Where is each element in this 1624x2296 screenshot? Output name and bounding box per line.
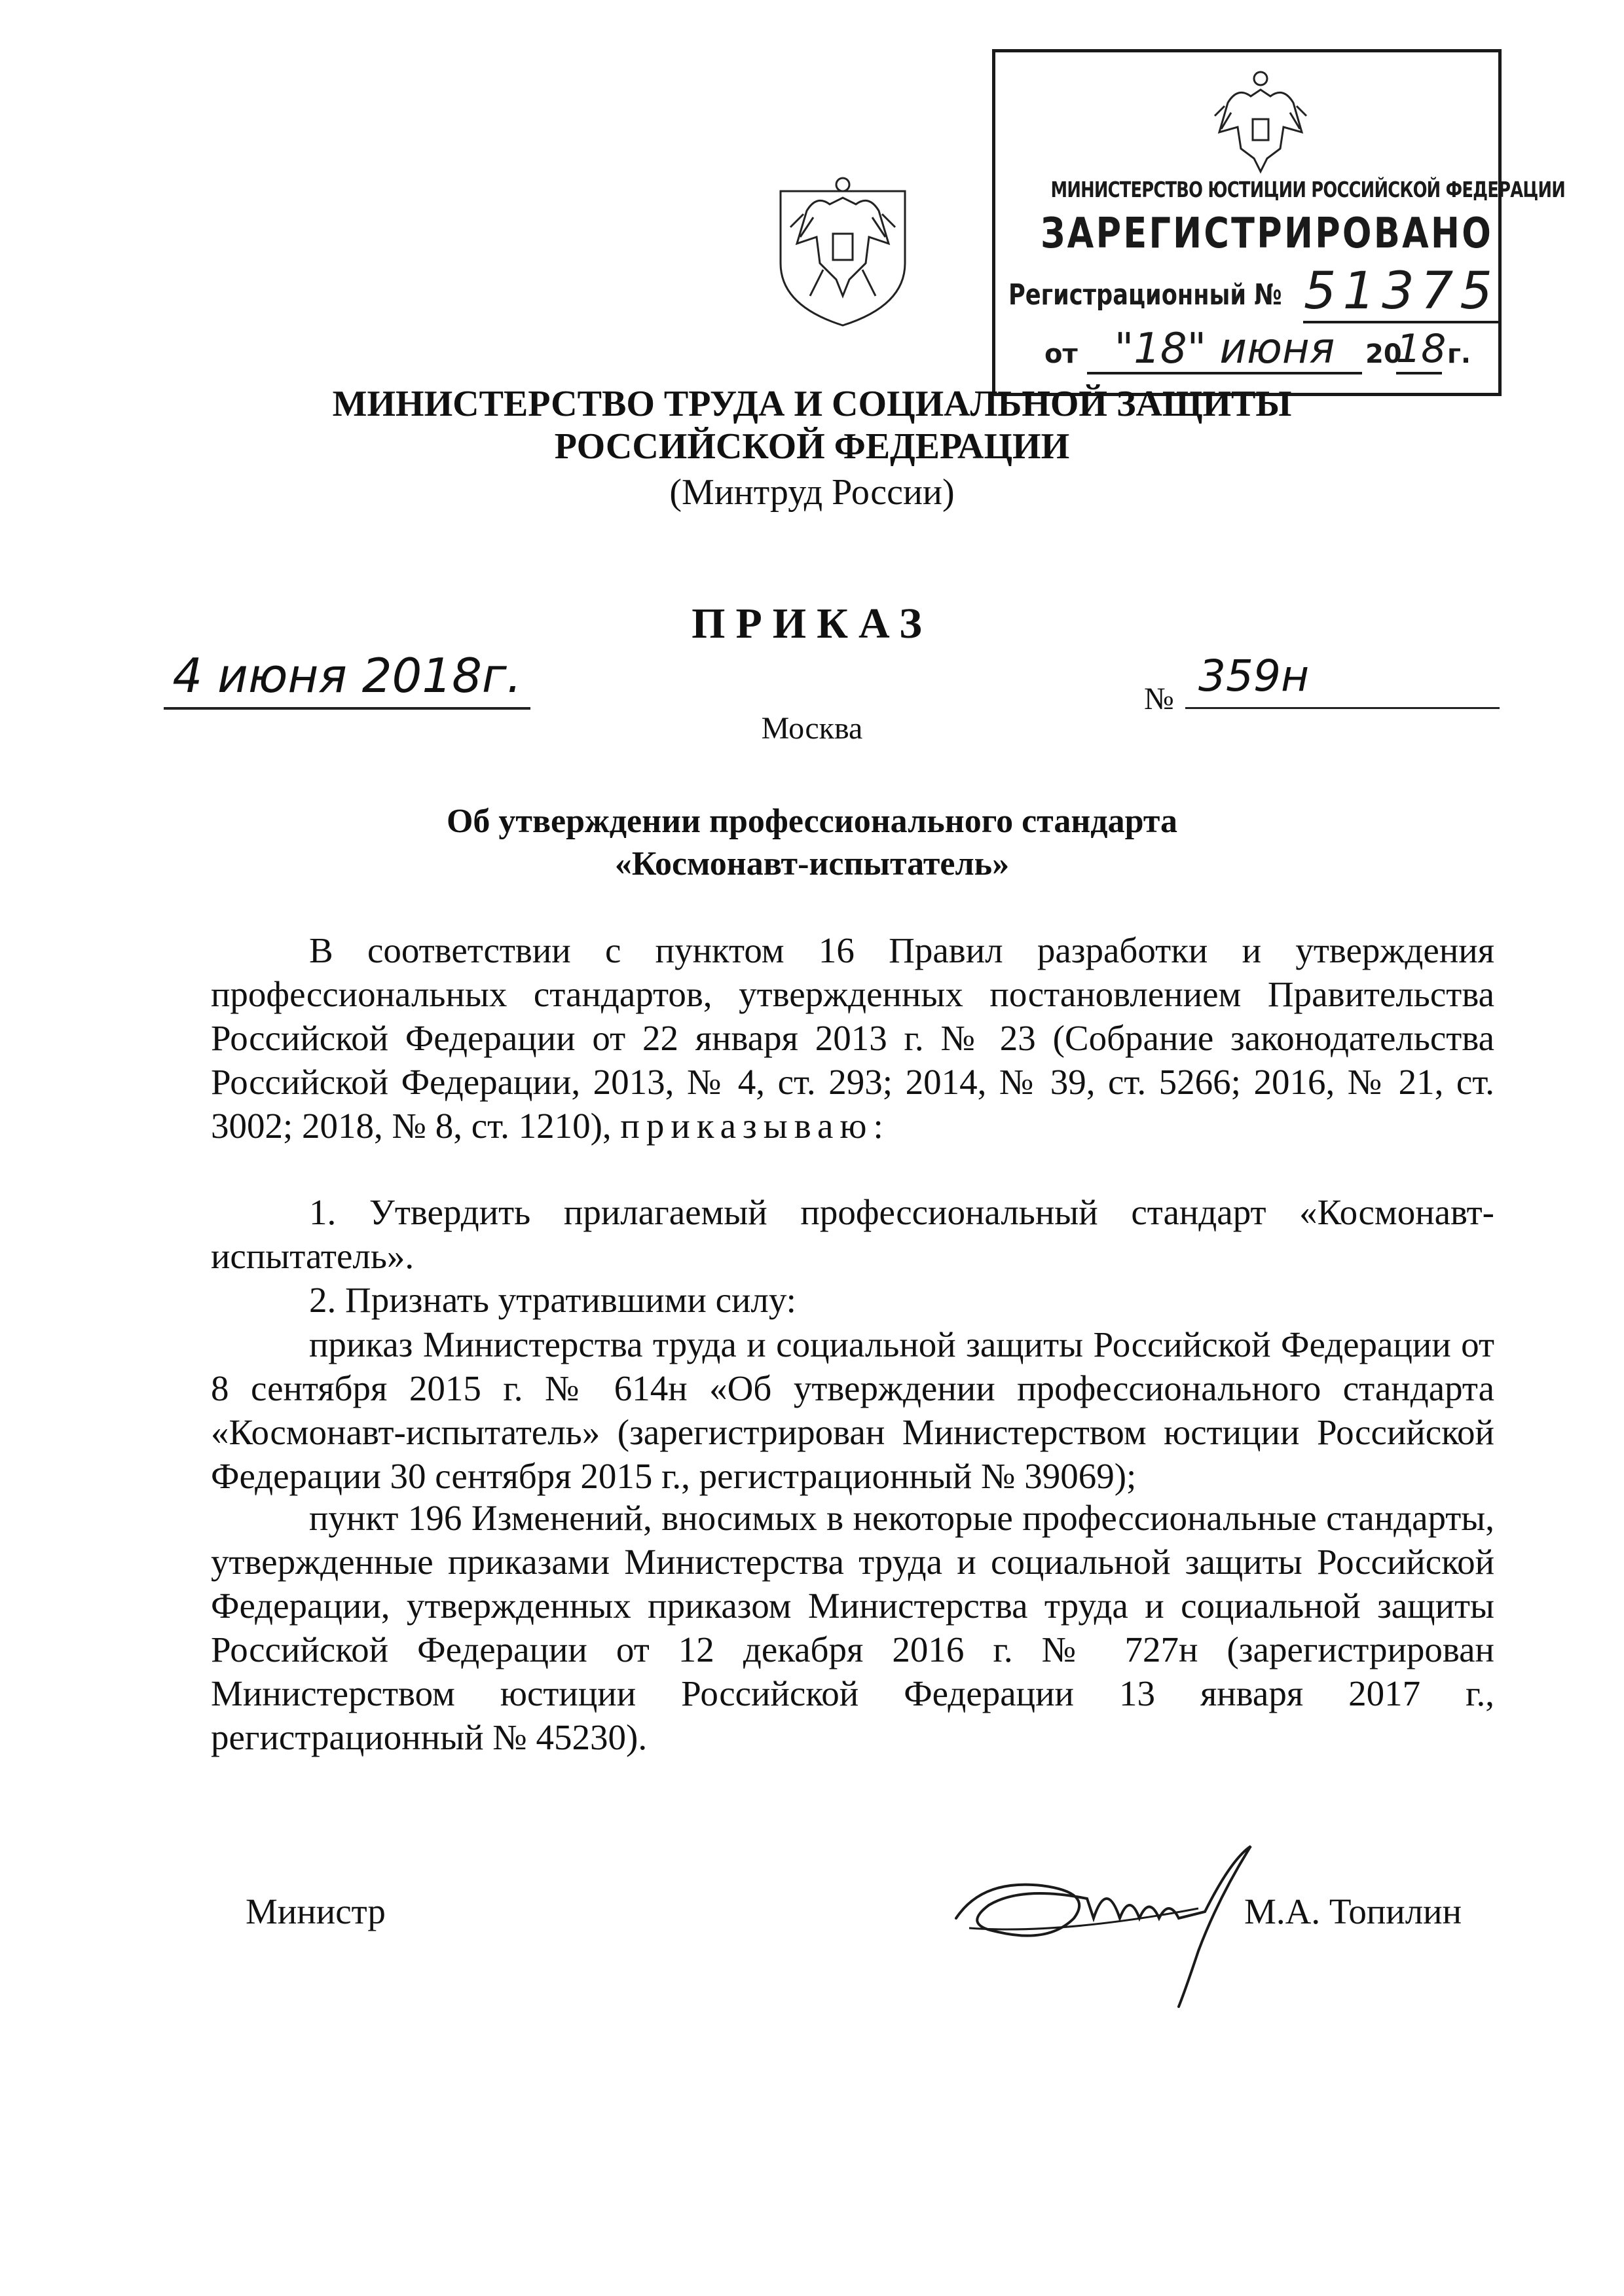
preamble-paragraph (211, 928, 1494, 1148)
order-word: приказываю: (620, 1106, 890, 1146)
ministry-name-line1: МИНИСТЕРСТВО ТРУДА И СОЦИАЛЬНОЙ ЗАЩИТЫ (332, 384, 1292, 424)
order-number-label: № (1144, 682, 1174, 716)
stamp-date-prefix: от (1044, 339, 1078, 369)
ministry-short-name: (Минтруд России) (669, 472, 955, 513)
document-type: ПРИКАЗ (692, 600, 932, 647)
stamp-status: ЗАРЕГИСТРИРОВАНО (1041, 210, 1494, 258)
order-title-line1: Об утверждении профессионального стандарта (446, 803, 1178, 840)
registration-stamp (992, 49, 1565, 396)
stamp-date-handwritten: "18" июня (1087, 326, 1362, 374)
repealed-act-1: приказ Министерства труда и социальной защиты Российской Федерации от 8 сентября 2015 г. № 614н «Об утверждении профессионального стандарта «Космонавт-испытатель» (зарегистрирован Министерством юстиции Российской Федерации 30 сентября 2015 г., регистрационный № 39069); (211, 1324, 1494, 1496)
order-date-handwritten: 4 июня 2018г. (164, 645, 530, 710)
preamble-text: В соответствии с пунктом 16 Правил разработки и утверждения профессиональных стандартов, утвержденных постановлением Правительства Российской Федерации от 22 января 2013 г. № 23 (Собрание законодательства Российской Федерации, 2013, № 4, ст. 293; 2014, № 39, ст. 5266; 2016, № 21, ст. 3002; 2018, № 8, ст. 1210), (211, 930, 1494, 1146)
stamp-reg-number: 51375 (1303, 262, 1500, 323)
order-number-handwritten: 359н (1185, 645, 1500, 709)
point-1: 1. Утвердить прилагаемый профессиональный стандарт «Космонавт-испытатель». (211, 1192, 1494, 1276)
order-title-line2: «Космонавт-испытатель» (614, 845, 1010, 883)
signer-position: Министр (246, 1891, 386, 1931)
stamp-year-prefix: 20 (1365, 339, 1402, 369)
ministry-name-line2: РОССИЙСКОЙ ФЕДЕРАЦИИ (554, 426, 1070, 467)
signer-name: М.А. Топилин (1244, 1891, 1462, 1931)
stamp-year-suffix: г. (1447, 339, 1471, 369)
stamp-reg-label: Регистрационный № (1008, 278, 1282, 312)
coat-of-arms-icon (767, 165, 918, 329)
city: Москва (761, 711, 863, 746)
stamp-year-handwritten: 18 (1396, 326, 1442, 374)
stamp-coat-of-arms-icon (1211, 67, 1310, 175)
repealed-act-2: пункт 196 Изменений, вносимых в некоторые профессиональные стандарты, утвержденные приказами Министерства труда и социальной защиты Российской Федерации, утвержденных приказом Министерства труда и социальной защиты Российской Федерации от 12 декабря 2016 г. № 727н (зарегистрирован Министерством юстиции Российской Федерации 13 января 2017 г., регистрационный № 45230). (211, 1498, 1494, 1757)
stamp-ministry-name: МИНИСТЕРСТВО ЮСТИЦИИ РОССИЙСКОЙ ФЕДЕРАЦИИ (1050, 177, 1565, 202)
point-2: 2. Признать утратившими силу: (309, 1280, 796, 1320)
handwritten-signature-icon (943, 1820, 1283, 2016)
